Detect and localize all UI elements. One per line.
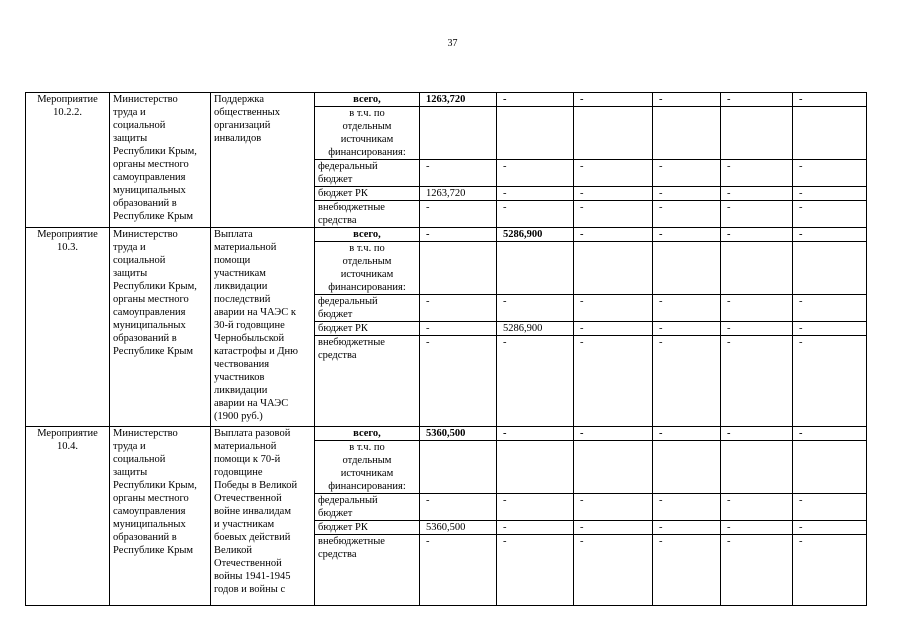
value-cell: -	[497, 535, 574, 606]
value-cell: -	[793, 521, 867, 535]
value-cell: -	[721, 295, 793, 322]
value-cell: -	[653, 535, 721, 606]
value-cell: -	[653, 93, 721, 107]
value-cell: -	[497, 187, 574, 201]
value-cell	[721, 107, 793, 160]
value-cell: -	[793, 336, 867, 427]
value-cell: 5286,900	[497, 322, 574, 336]
value-cell: 5360,500	[420, 427, 497, 441]
value-cell: -	[653, 295, 721, 322]
value-cell: -	[574, 521, 653, 535]
value-cell	[653, 107, 721, 160]
value-cell: -	[420, 535, 497, 606]
source-label-cell: в т.ч. по отдельным источникам финансирования:	[315, 107, 420, 160]
value-cell: -	[721, 187, 793, 201]
value-cell: -	[653, 521, 721, 535]
value-cell: -	[653, 228, 721, 242]
value-cell	[497, 441, 574, 494]
source-label-cell: федеральный бюджет	[315, 160, 420, 187]
value-cell: -	[497, 201, 574, 228]
value-cell: -	[497, 160, 574, 187]
value-cell: -	[793, 295, 867, 322]
value-cell: -	[574, 336, 653, 427]
value-cell: -	[653, 494, 721, 521]
value-cell: -	[420, 228, 497, 242]
value-cell	[653, 441, 721, 494]
value-cell: -	[721, 521, 793, 535]
source-label-cell: в т.ч. по отдельным источникам финансирования:	[315, 441, 420, 494]
value-cell	[721, 441, 793, 494]
value-cell: -	[574, 187, 653, 201]
value-cell: 5286,900	[497, 228, 574, 242]
value-cell	[793, 107, 867, 160]
value-cell: -	[574, 201, 653, 228]
measure-name-cell: Выплата материальной помощи участникам ликвидации последствий аварии на ЧАЭС к 30-й годовщине Чернобыльской катастрофы и Дню чествования участников ликвидации аварии на ЧАЭС (1900 руб.)	[211, 228, 315, 427]
executor-cell: Министерство труда и социальной защиты Республики Крым, органы местного самоуправления муниципальных образований в Республике Крым	[110, 427, 211, 606]
value-cell: 5360,500	[420, 521, 497, 535]
value-cell: -	[721, 322, 793, 336]
value-cell: -	[497, 427, 574, 441]
table-row	[26, 427, 867, 441]
measure-name-cell: Поддержка общественных организаций инвалидов	[211, 93, 315, 228]
value-cell	[793, 242, 867, 295]
value-cell	[420, 441, 497, 494]
value-cell: -	[793, 187, 867, 201]
measure-name-cell: Выплата разовой материальной помощи к 70-й годовщине Победы в Великой Отечественной войне инвалидам и участникам боевых действий Великой Отечественной войны 1941-1945 годов и войны с	[211, 427, 315, 606]
value-cell: -	[653, 160, 721, 187]
value-cell: -	[574, 228, 653, 242]
source-label-cell: внебюджетные средства	[315, 535, 420, 606]
source-label-cell: федеральный бюджет	[315, 295, 420, 322]
value-cell: -	[793, 201, 867, 228]
value-cell: -	[793, 535, 867, 606]
value-cell: -	[653, 322, 721, 336]
funding-table	[25, 92, 867, 606]
value-cell: -	[721, 160, 793, 187]
table-row	[26, 228, 867, 242]
value-cell: -	[721, 228, 793, 242]
value-cell	[497, 107, 574, 160]
value-cell: -	[793, 228, 867, 242]
source-label-cell: всего,	[315, 427, 420, 441]
source-label-cell: внебюджетные средства	[315, 336, 420, 427]
measure-cell: Мероприятие 10.4.	[26, 427, 110, 606]
value-cell: -	[497, 295, 574, 322]
value-cell: -	[497, 336, 574, 427]
value-cell	[420, 107, 497, 160]
value-cell: -	[793, 494, 867, 521]
source-label-cell: бюджет РК	[315, 187, 420, 201]
value-cell: -	[574, 322, 653, 336]
value-cell: -	[420, 295, 497, 322]
value-cell: -	[793, 427, 867, 441]
value-cell: -	[793, 93, 867, 107]
value-cell	[574, 242, 653, 295]
value-cell	[721, 242, 793, 295]
value-cell: -	[721, 494, 793, 521]
value-cell	[420, 242, 497, 295]
value-cell: -	[574, 427, 653, 441]
value-cell: -	[420, 160, 497, 187]
value-cell: -	[721, 336, 793, 427]
value-cell	[574, 107, 653, 160]
value-cell: -	[653, 336, 721, 427]
source-label-cell: всего,	[315, 228, 420, 242]
value-cell: -	[574, 160, 653, 187]
value-cell: -	[721, 201, 793, 228]
measure-cell: Мероприятие 10.3.	[26, 228, 110, 427]
value-cell: -	[721, 427, 793, 441]
value-cell: -	[574, 535, 653, 606]
value-cell	[497, 242, 574, 295]
value-cell: -	[497, 494, 574, 521]
value-cell	[574, 441, 653, 494]
source-label-cell: бюджет РК	[315, 322, 420, 336]
source-label-cell: всего,	[315, 93, 420, 107]
value-cell: -	[653, 427, 721, 441]
value-cell: -	[420, 322, 497, 336]
value-cell: 1263,720	[420, 93, 497, 107]
value-cell: -	[653, 201, 721, 228]
value-cell: -	[793, 160, 867, 187]
value-cell: -	[574, 93, 653, 107]
value-cell: -	[574, 494, 653, 521]
value-cell: -	[420, 494, 497, 521]
value-cell: -	[653, 187, 721, 201]
value-cell	[653, 242, 721, 295]
value-cell: -	[574, 295, 653, 322]
executor-cell: Министерство труда и социальной защиты Республики Крым, органы местного самоуправления муниципальных образований в Республике Крым	[110, 93, 211, 228]
table-row	[26, 93, 867, 107]
value-cell: -	[497, 521, 574, 535]
measure-cell: Мероприятие 10.2.2.	[26, 93, 110, 228]
source-label-cell: федеральный бюджет	[315, 494, 420, 521]
value-cell: -	[721, 535, 793, 606]
value-cell: 1263,720	[420, 187, 497, 201]
source-label-cell: в т.ч. по отдельным источникам финансирования:	[315, 242, 420, 295]
value-cell	[793, 441, 867, 494]
executor-cell: Министерство труда и социальной защиты Республики Крым, органы местного самоуправления муниципальных образований в Республике Крым	[110, 228, 211, 427]
page-number: 37	[447, 38, 458, 49]
value-cell: -	[793, 322, 867, 336]
value-cell: -	[420, 201, 497, 228]
value-cell: -	[497, 93, 574, 107]
value-cell: -	[721, 93, 793, 107]
value-cell: -	[420, 336, 497, 427]
source-label-cell: внебюджетные средства	[315, 201, 420, 228]
source-label-cell: бюджет РК	[315, 521, 420, 535]
